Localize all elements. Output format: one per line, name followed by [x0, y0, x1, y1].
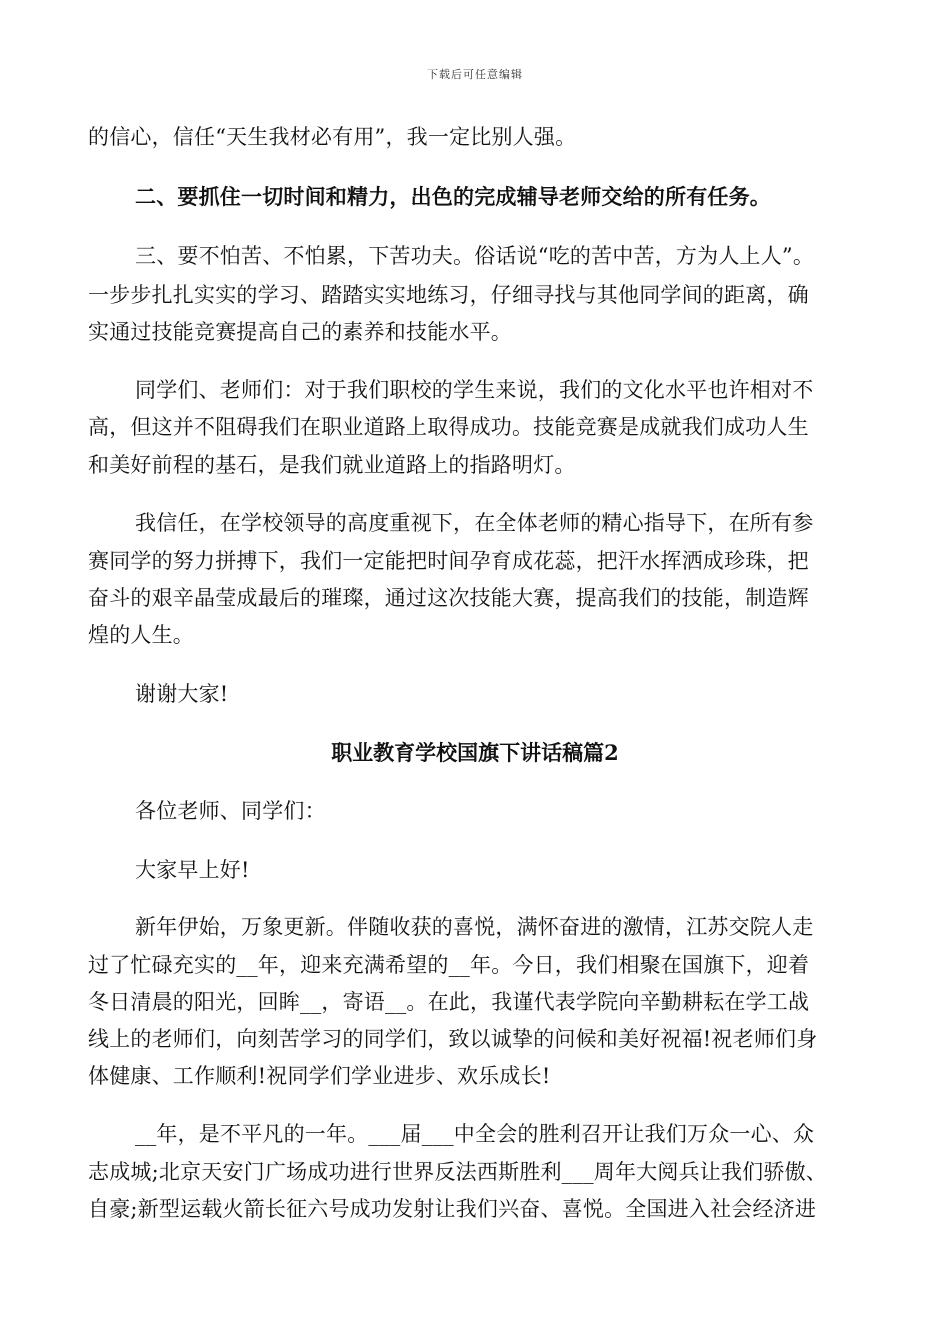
greeting: 大家早上好! [135, 858, 250, 882]
paragraph-line: 高，但这并不阻碍我们在职业道路上取得成功。技能竞赛是成就我们成功人生 [88, 415, 809, 439]
paragraph-line: 和美好前程的基石，是我们就业道路上的指路明灯。 [88, 453, 576, 477]
page-header: 下载后可任意编辑 [427, 68, 523, 81]
paragraph-line: 体健康、工作顺利!祝同学们学业进步、欢乐成长! [88, 1064, 551, 1088]
paragraph-line: 新年伊始，万象更新。伴随收获的喜悦，满怀奋进的激情，江苏交院人走 [135, 915, 814, 939]
paragraph-line: 谢谢大家! [135, 682, 229, 706]
paragraph-line: 奋斗的艰辛晶莹成最后的璀璨，通过这次技能大赛，提高我们的技能，制造辉 [88, 586, 809, 610]
paragraph-line: 志成城;北京天安门广场成功进行世界反法西斯胜利___周年大阅兵让我们骄傲、 [88, 1160, 827, 1184]
bold-point-heading: 二、要抓住一切时间和精力，出色的完成辅导老师交给的所有任务。 [135, 184, 771, 209]
section-title: 职业教育学校国旗下讲话稿篇2 [331, 740, 619, 765]
paragraph-line: 的信心，信任“天生我材必有用”，我一定比别人强。 [88, 125, 577, 149]
paragraph-line: 线上的老师们，向刻苦学习的同学们，致以诚挚的问候和美好祝福!祝老师们身 [88, 1027, 818, 1051]
paragraph-line: 赛同学的努力拼搏下，我们一定能把时间孕育成花蕊，把汗水挥洒成珍珠，把 [88, 549, 809, 573]
paragraph-line: 三、要不怕苦、不怕累，下苦功夫。俗话说“吃的苦中苦，方为人上人”。 [135, 244, 815, 268]
paragraph-line: 过了忙碌充实的__年，迎来充满希望的__年。今日，我们相聚在国旗下，迎着 [88, 953, 810, 977]
paragraph-line: 一步步扎扎实实的学习、踏踏实实地练习，仔细寻找与其他同学间的距离，确 [88, 283, 809, 307]
paragraph-line: 实通过技能竞赛提高自己的素养和技能水平。 [88, 320, 512, 344]
salutation: 各位老师、同学们： [135, 799, 326, 823]
paragraph-line: 自豪;新型运载火箭长征六号成功发射让我们兴奋、喜悦。全国进入社会经济进 [88, 1197, 817, 1221]
paragraph-line: 我信任，在学校领导的高度重视下，在全体老师的精心指导下，在所有参 [135, 511, 814, 535]
paragraph-line: 煌的人生。 [88, 623, 194, 647]
paragraph-line: __年，是不平凡的一年。___届___中全会的胜利召开让我们万众一心、众 [135, 1122, 815, 1146]
paragraph-line: 同学们、老师们：对于我们职校的学生来说，我们的文化水平也许相对不 [135, 378, 814, 402]
paragraph-line: 冬日清晨的阳光，回眸__，寄语__。在此，我谨代表学院向辛勤耕耘在学工战 [88, 990, 810, 1014]
